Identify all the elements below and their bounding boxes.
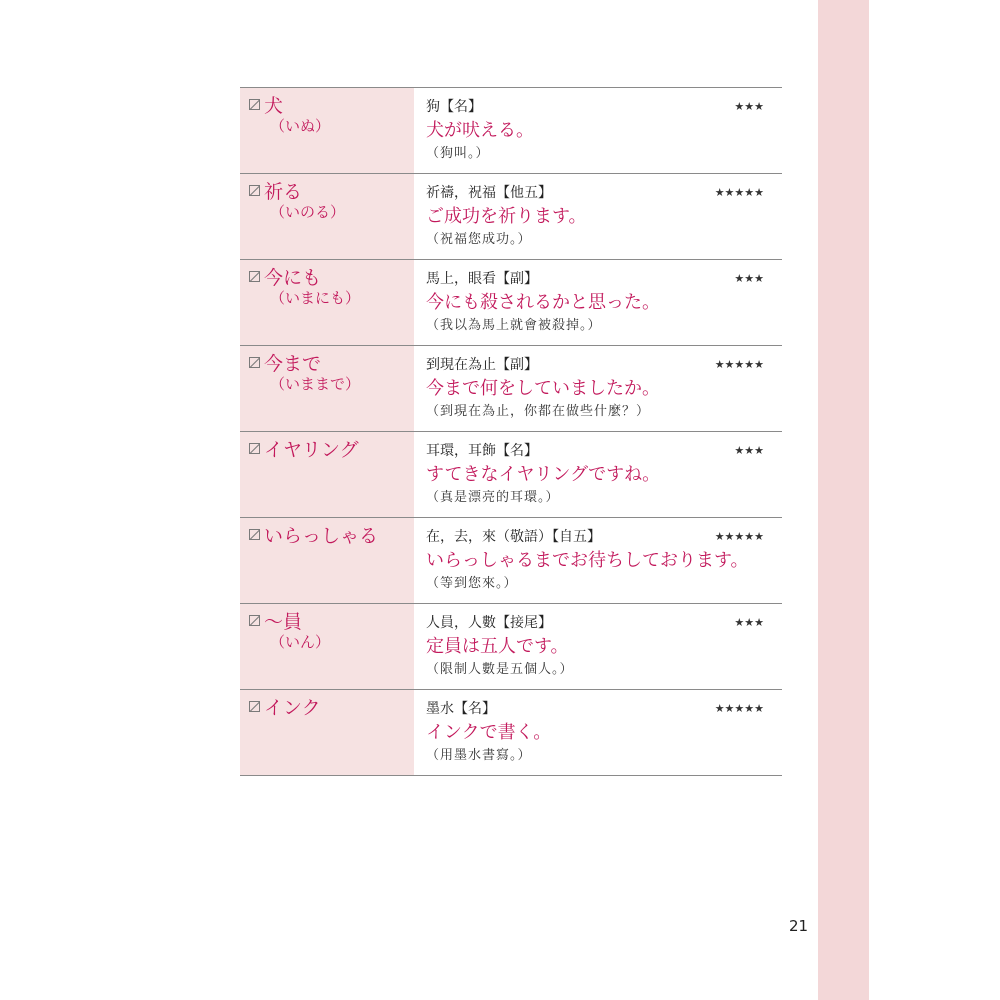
checkbox-icon[interactable] (249, 615, 260, 626)
star-rating: ★★★ (734, 615, 764, 629)
info-column (414, 518, 782, 603)
info-column (414, 346, 782, 431)
meta-row (426, 612, 764, 632)
vocab-reading: （いままで） (270, 375, 361, 393)
word-column (240, 346, 414, 431)
meta-row (426, 268, 764, 288)
star-rating: ★★★ (734, 271, 764, 285)
vocab-meaning: 狗【名】 (426, 99, 482, 115)
star-rating: ★★★★★ (714, 701, 764, 715)
vocab-reading: （いのる） (270, 203, 346, 221)
example-sentence: 定員は五人です。 (426, 636, 569, 657)
vocab-meaning: 到現在為止【副】 (426, 357, 538, 373)
vocab-entry-1 (240, 174, 782, 260)
vocab-entry-0 (240, 88, 782, 174)
example-translation: （真是漂亮的耳環。） (426, 490, 560, 505)
checkbox-icon[interactable] (249, 271, 260, 282)
vocab-meaning: 在，去，來（敬語）【自五】 (426, 529, 601, 545)
word-column (240, 518, 414, 603)
star-rating: ★★★ (734, 443, 764, 457)
word-column (240, 690, 414, 775)
vocab-reading: （いん） (270, 633, 331, 651)
word-column (240, 604, 414, 689)
meta-row (426, 440, 764, 460)
checkbox-icon[interactable] (249, 529, 260, 540)
word-column (240, 88, 414, 173)
example-translation: （限制人數是五個人。） (426, 662, 574, 677)
vocab-entry-4 (240, 432, 782, 518)
checkbox-icon[interactable] (249, 185, 260, 196)
vocab-word: 今にも (264, 267, 322, 289)
vocab-word: イヤリング (264, 439, 359, 461)
star-rating: ★★★★★ (714, 529, 764, 543)
meta-row (426, 354, 764, 374)
meta-row (426, 526, 764, 546)
word-column (240, 174, 414, 259)
meta-row (426, 96, 764, 116)
vocab-entry-6 (240, 604, 782, 690)
info-column (414, 690, 782, 775)
checkbox-icon[interactable] (249, 99, 260, 110)
star-rating: ★★★★★ (714, 357, 764, 371)
example-translation: （我以為馬上就會被殺掉。） (426, 318, 602, 333)
info-column (414, 88, 782, 173)
vocab-entry-2 (240, 260, 782, 346)
vocab-meaning: 耳環，耳飾【名】 (426, 443, 538, 459)
example-translation: （用墨水書寫。） (426, 748, 532, 763)
vocab-meaning: 人員，人數【接尾】 (426, 615, 552, 631)
vocab-word: ～員 (264, 611, 303, 633)
vocab-entry-3 (240, 346, 782, 432)
example-sentence: インクで書く。 (426, 722, 552, 743)
vocab-meaning: 墨水【名】 (426, 701, 496, 717)
vocab-word: いらっしゃる (264, 525, 379, 547)
vocab-entry-7 (240, 690, 782, 776)
vocab-word: 今まで (264, 353, 322, 375)
star-rating: ★★★ (734, 99, 764, 113)
info-column (414, 260, 782, 345)
vocab-reading: （いぬ） (270, 117, 331, 135)
checkbox-icon[interactable] (249, 443, 260, 454)
example-translation: （祝福您成功。） (426, 232, 532, 247)
info-column (414, 174, 782, 259)
info-column (414, 432, 782, 517)
vocab-word: インク (264, 697, 321, 719)
page-number: 21 (789, 917, 809, 935)
example-sentence: 今まで何をしていましたか。 (426, 378, 660, 399)
example-sentence: 犬が吠える。 (426, 120, 534, 141)
vocab-reading: （いまにも） (270, 289, 361, 307)
star-rating: ★★★★★ (714, 185, 764, 199)
vocab-word: 犬 (264, 95, 284, 117)
example-translation: （狗叫。） (426, 146, 490, 161)
word-column (240, 260, 414, 345)
word-column (240, 432, 414, 517)
example-sentence: 今にも殺されるかと思った。 (426, 292, 660, 313)
meta-row (426, 698, 764, 718)
checkbox-icon[interactable] (249, 357, 260, 368)
example-sentence: すてきなイヤリングですね。 (426, 464, 661, 485)
example-translation: （到現在為止，你都在做些什麼？） (426, 404, 651, 419)
page-side-band (818, 0, 869, 1000)
vocab-meaning: 馬上，眼看【副】 (426, 271, 538, 287)
checkbox-icon[interactable] (249, 701, 260, 712)
example-translation: （等到您來。） (426, 576, 518, 591)
example-sentence: いらっしゃるまでお待ちしております。 (426, 550, 749, 571)
vocab-word: 祈る (264, 181, 303, 203)
example-sentence: ご成功を祈ります。 (426, 206, 587, 227)
vocabulary-table (240, 87, 782, 776)
meta-row (426, 182, 764, 202)
vocab-entry-5 (240, 518, 782, 604)
info-column (414, 604, 782, 689)
vocab-meaning: 祈禱，祝福【他五】 (426, 185, 552, 201)
